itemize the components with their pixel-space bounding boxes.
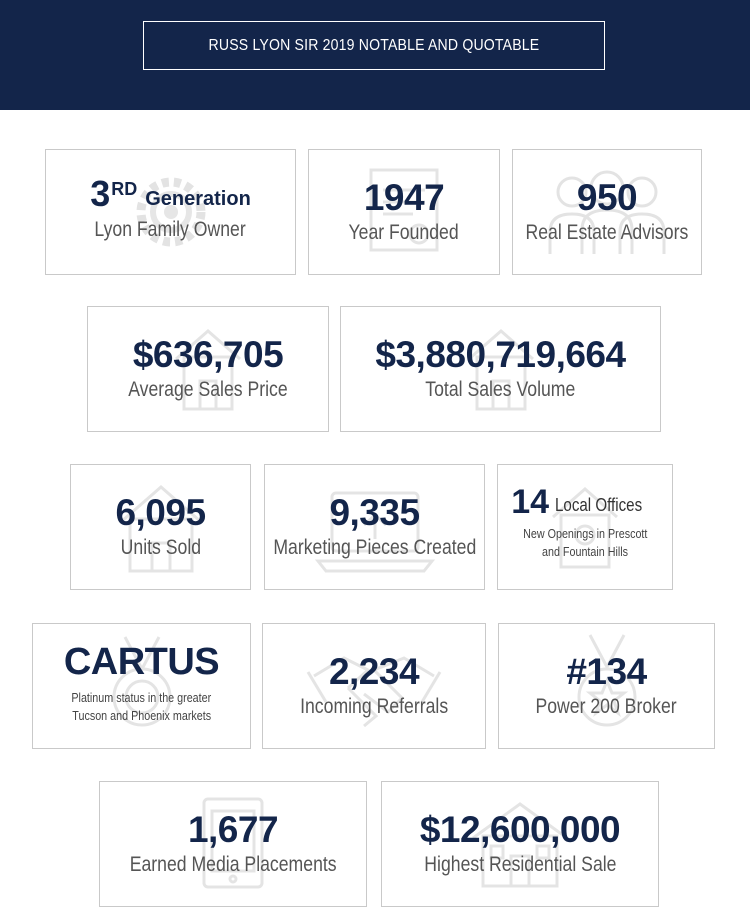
media-label: Earned Media Placements — [129, 852, 337, 876]
offices-line-1: New Openings in Prescott — [522, 526, 648, 541]
highest-sale-label: Highest Residential Sale — [423, 852, 617, 876]
marketing-value: 9,335 — [329, 491, 420, 533]
generation-label: Lyon Family Owner — [94, 217, 247, 241]
founded-label: Year Founded — [348, 220, 460, 244]
generation-word: Generation — [145, 187, 251, 210]
generation-number: 3 — [90, 172, 111, 214]
referrals-label: Incoming Referrals — [299, 694, 449, 718]
cartus-value: CARTUS — [63, 640, 220, 683]
highest-sale-value: $12,600,000 — [419, 808, 621, 850]
stat-card-media — [99, 781, 367, 907]
header-banner — [0, 0, 750, 110]
offices-value: 14 — [511, 482, 550, 521]
advisors-label: Real Estate Advisors — [525, 220, 689, 244]
units-sold-value: 6,095 — [115, 491, 206, 533]
stat-card-power-broker — [498, 623, 715, 749]
stat-card-marketing — [264, 464, 485, 590]
stat-card-cartus — [32, 623, 251, 749]
page-title: RUSS LYON SIR 2019 NOTABLE AND QUOTABLE — [208, 36, 540, 54]
power-broker-label: Power 200 Broker — [535, 694, 678, 718]
stat-card-advisors — [512, 149, 702, 275]
offices-line-2: and Fountain Hills — [541, 545, 629, 559]
stat-card-units-sold — [70, 464, 251, 590]
stat-card-generation — [45, 149, 296, 275]
stat-card-referrals — [262, 623, 486, 749]
cartus-line-2: Tucson and Phoenix markets — [72, 709, 211, 723]
cartus-line-1: Platinum status in the greater — [71, 690, 212, 705]
stat-card-average-price — [87, 306, 329, 432]
units-sold-label: Units Sold — [120, 535, 201, 559]
advisors-value: 950 — [576, 176, 638, 218]
average-price-label: Average Sales Price — [128, 377, 288, 401]
stat-card-total-volume — [340, 306, 661, 432]
stat-card-offices — [497, 464, 673, 590]
referrals-value: 2,234 — [328, 650, 420, 692]
offices-word: Local Offices — [555, 494, 643, 515]
media-value: 1,677 — [187, 808, 279, 850]
average-price-value: $636,705 — [132, 333, 284, 375]
marketing-label: Marketing Pieces Created — [273, 535, 476, 559]
power-broker-value: #134 — [566, 650, 647, 692]
total-volume-label: Total Sales Volume — [425, 377, 576, 401]
generation-suffix: RD — [111, 178, 138, 199]
stat-card-founded — [308, 149, 500, 275]
title-box — [143, 21, 605, 70]
total-volume-value: $3,880,719,664 — [375, 333, 626, 375]
stat-card-highest-sale — [381, 781, 659, 907]
founded-value: 1947 — [363, 176, 445, 218]
